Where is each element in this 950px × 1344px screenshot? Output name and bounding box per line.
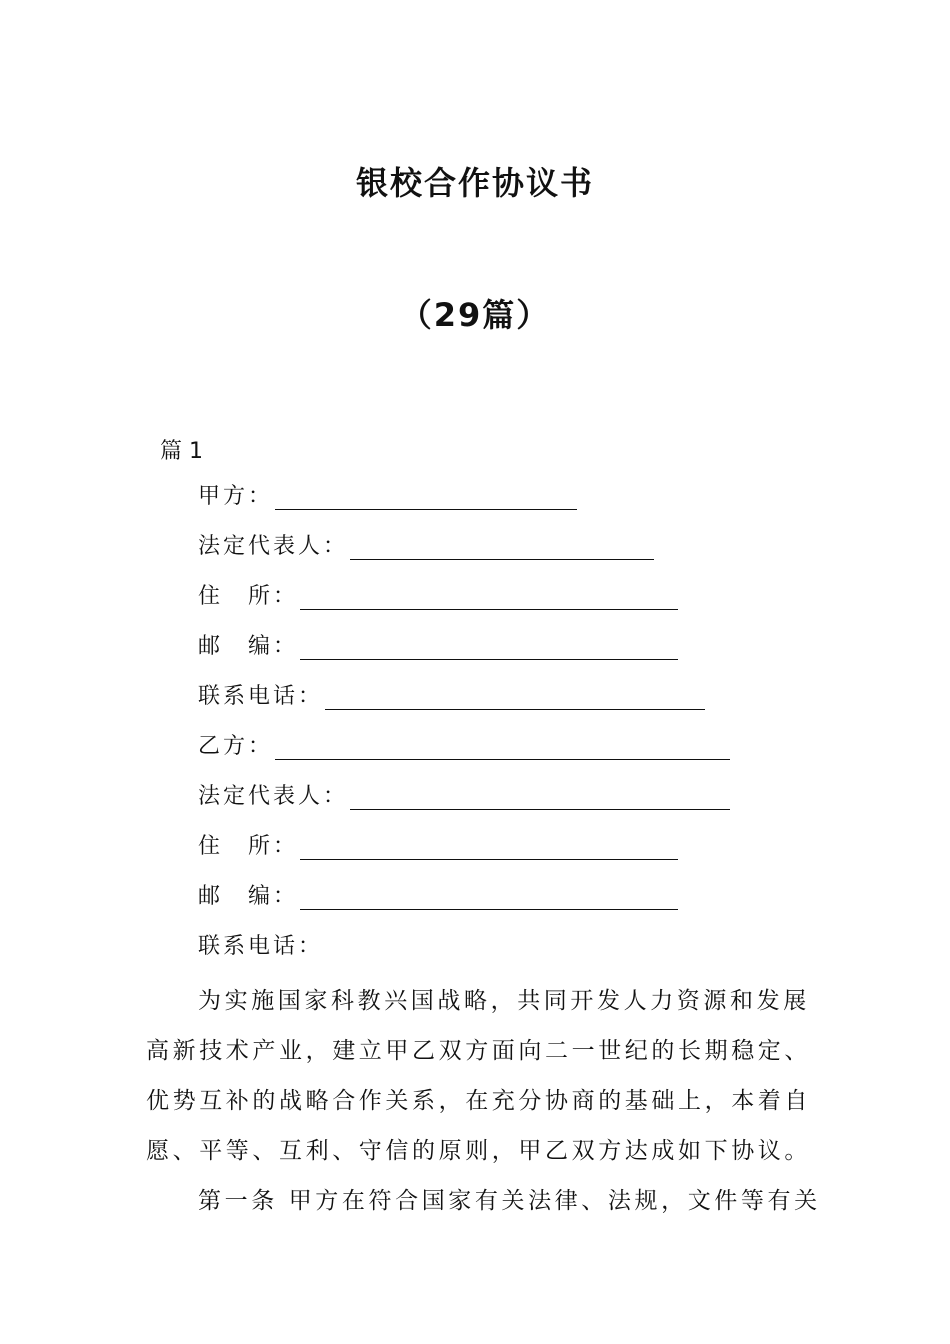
paragraph-line: 第一条 甲方在符合国家有关法律、法规，文件等有关 (198, 1188, 821, 1214)
paragraph-line: 愿、平等、互利、守信的原则，甲乙双方达成如下协议。 (146, 1138, 811, 1164)
field-label: 住 所： (198, 834, 299, 859)
fill-in-blank (350, 787, 730, 810)
fill-in-blank (325, 687, 705, 710)
field-label: 甲方： (198, 484, 274, 509)
party-b-field (198, 730, 730, 760)
fill-in-blank (275, 737, 730, 760)
paragraph-line: 为实施国家科教兴国战略，共同开发人力资源和发展 (198, 988, 810, 1014)
field-label: 邮 编： (198, 884, 299, 909)
fill-in-blank (300, 887, 678, 910)
document-title: 银校合作协议书 (355, 164, 594, 202)
fill-in-blank (300, 587, 678, 610)
field-label: 联系电话： (198, 934, 324, 959)
party-b-postcode-field (198, 880, 678, 910)
party-a-field (198, 480, 577, 510)
party-a-address-field (198, 580, 678, 610)
section-label: 篇 1 (160, 439, 203, 464)
field-label: 法定代表人： (198, 534, 349, 559)
party-b-address-field (198, 830, 678, 860)
field-label: 法定代表人： (198, 784, 349, 809)
fill-in-blank (300, 637, 678, 660)
paragraph-line: 优势互补的战略合作关系，在充分协商的基础上，本着自 (146, 1088, 811, 1114)
party-b-representative-field (198, 780, 730, 810)
party-b-phone-field (198, 930, 323, 960)
field-label: 邮 编： (198, 634, 299, 659)
fill-in-blank (300, 837, 678, 860)
fill-in-blank (275, 487, 577, 510)
fill-in-blank (350, 537, 654, 560)
field-label: 乙方： (198, 734, 274, 759)
field-label: 联系电话： (198, 684, 324, 709)
document-subtitle: （29篇） (399, 296, 551, 334)
party-a-postcode-field (198, 630, 678, 660)
party-a-representative-field (198, 530, 654, 560)
field-label: 住 所： (198, 584, 299, 609)
paragraph-line: 高新技术产业，建立甲乙双方面向二一世纪的长期稳定、 (146, 1038, 811, 1064)
party-a-phone-field (198, 680, 705, 710)
